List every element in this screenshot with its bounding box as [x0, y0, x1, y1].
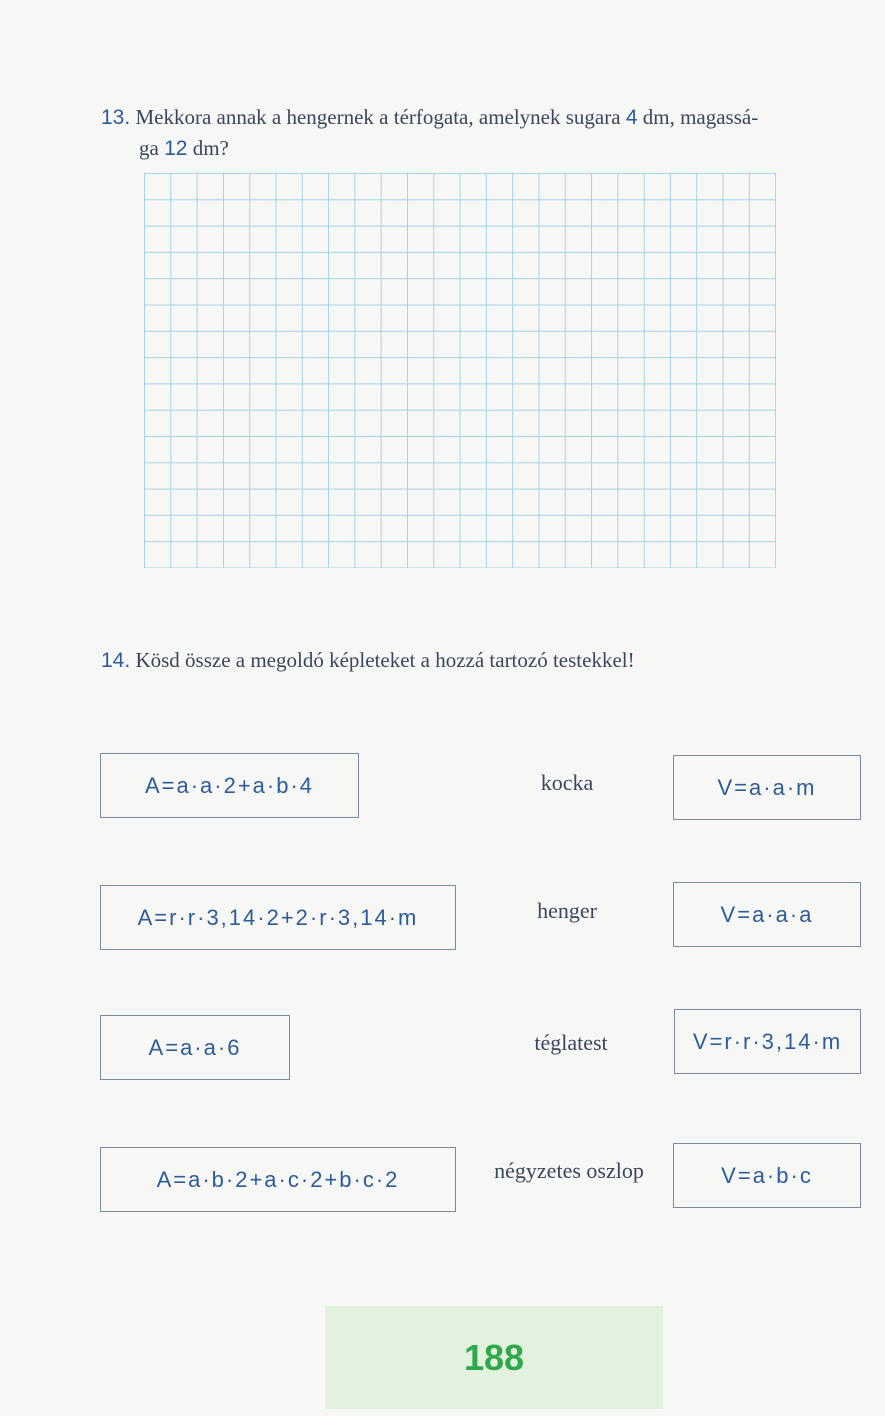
solid-name[interactable]: henger — [537, 898, 597, 923]
task-14 — [101, 645, 861, 676]
solid-name[interactable]: kocka — [540, 770, 594, 795]
task-13-text-d: dm? — [187, 136, 229, 160]
surface-formula-box[interactable]: A=r·r·3,14·2+2·r·3,14·m — [100, 885, 456, 950]
surface-formula-box[interactable]: A=a·a·6 — [100, 1015, 290, 1080]
volume-formula-box[interactable]: V=r·r·3,14·m — [674, 1009, 861, 1074]
page-number: 188 — [463, 1336, 525, 1378]
height-value: 12 — [164, 137, 188, 160]
task-13-number: 13. — [101, 106, 131, 129]
solid-name[interactable]: négyzetes oszlop — [494, 1158, 644, 1183]
task-14-number: 14. — [101, 649, 131, 672]
surface-formula-box[interactable]: A=a·a·2+a·b·4 — [100, 753, 359, 818]
task-13 — [101, 102, 861, 164]
radius-value: 4 — [625, 106, 638, 129]
page-number-bar — [325, 1306, 663, 1409]
task-13-text-a: Mekkora annak a hengernek a térfogata, amelynek sugara — [135, 105, 626, 129]
volume-formula-box[interactable]: V=a·b·c — [673, 1143, 861, 1208]
solid-name[interactable]: téglatest — [534, 1030, 608, 1055]
volume-formula-box[interactable]: V=a·a·a — [673, 882, 861, 947]
answer-grid[interactable] — [144, 173, 776, 568]
task-13-line-2 — [101, 133, 861, 164]
task-13-text-b: dm, magassá- — [637, 105, 759, 129]
task-13-text-c: ga — [139, 136, 165, 160]
task-14-text: Kösd össze a megoldó képleteket a hozzá tartozó testekkel! — [135, 648, 635, 672]
volume-formula-box[interactable]: V=a·a·m — [673, 755, 861, 820]
surface-formula-box[interactable]: A=a·b·2+a·c·2+b·c·2 — [100, 1147, 456, 1212]
task-13-line-1 — [101, 102, 861, 133]
